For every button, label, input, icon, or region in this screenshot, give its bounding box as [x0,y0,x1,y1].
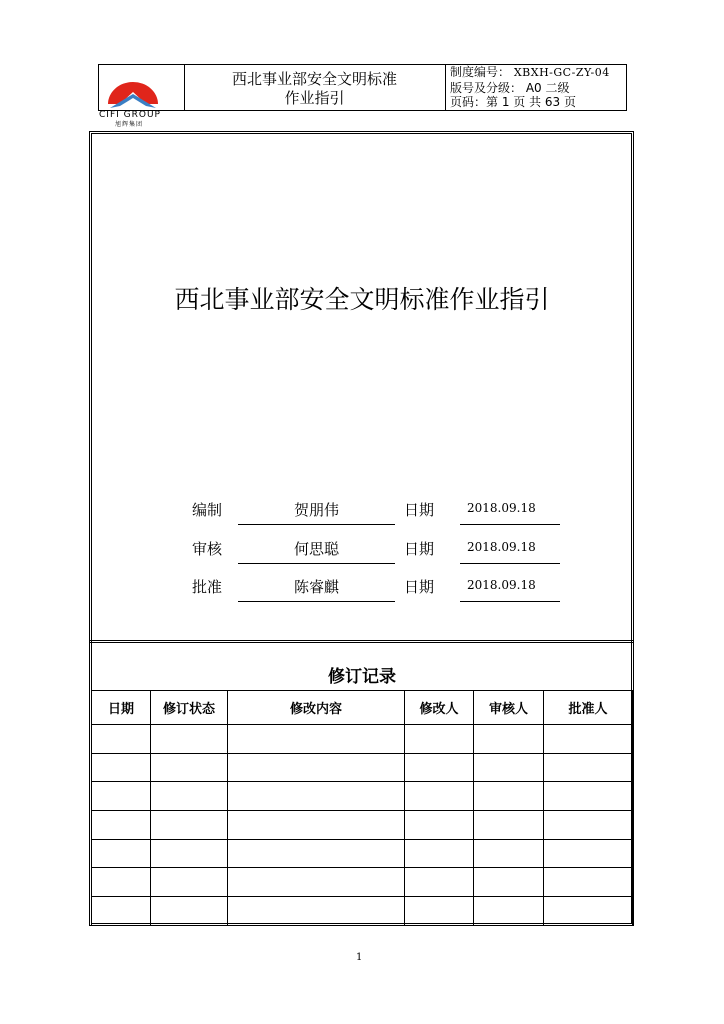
table-cell [228,753,405,782]
revision-table [91,690,633,926]
table-cell [405,868,474,897]
version: A0 二级 [525,80,570,95]
table-cell [92,811,151,840]
table-cell [405,839,474,868]
table-cell [474,839,544,868]
signoff-label: 批准 [192,578,223,596]
table-cell [544,782,633,811]
logo-text-en: CIFI GROUP [99,110,161,120]
table-cell [474,753,544,782]
date-label: 日期 [404,540,435,558]
doc-no-label: 制度编号： [450,65,511,79]
table-cell [474,725,544,754]
table-cell [151,811,228,840]
table-row [92,725,633,754]
revision-header-row [92,691,633,725]
col-header: 修改人 [405,691,474,725]
page-info: 页码：第 1 页 共 63 页 [450,95,576,109]
table-cell [92,725,151,754]
table-row [92,897,633,926]
table-cell [151,753,228,782]
signoff-date: 2018.09.18 [467,578,536,592]
table-cell [151,782,228,811]
table-cell [544,897,633,926]
table-cell [405,753,474,782]
table-cell [92,782,151,811]
table-cell [92,897,151,926]
table-cell [544,811,633,840]
col-header: 批准人 [544,691,633,725]
date-label: 日期 [404,501,435,519]
table-cell [474,782,544,811]
signoff-date: 2018.09.18 [467,501,536,515]
table-cell [544,839,633,868]
divider [89,640,634,643]
table-row [92,811,633,840]
table-cell [474,897,544,926]
table-cell [405,725,474,754]
table-cell [92,753,151,782]
table-cell [228,782,405,811]
signoff-name: 贺朋伟 [293,501,339,519]
col-header: 日期 [92,691,151,725]
table-cell [405,897,474,926]
doc-no: XBXH-GC-ZY-04 [513,66,610,79]
col-header: 修改内容 [228,691,405,725]
table-cell [228,868,405,897]
table-cell [92,868,151,897]
logo-text-cn: 旭辉集团 [115,121,144,128]
signoff-label: 编制 [192,501,223,519]
table-row [92,782,633,811]
page-number: 1 [356,952,363,963]
table-cell [405,782,474,811]
date-label: 日期 [404,578,435,596]
table-cell [544,868,633,897]
table-row [92,753,633,782]
cifi-logo-icon [106,80,160,110]
table-cell [151,725,228,754]
header-title-line1: 西北事业部安全文明标准 [231,70,397,88]
col-header: 审核人 [474,691,544,725]
table-cell [474,868,544,897]
table-cell [92,839,151,868]
col-header: 修订状态 [151,691,228,725]
table-row [92,868,633,897]
signoff-label: 审核 [192,540,223,558]
table-cell [151,839,228,868]
header-title-line2: 作业指引 [284,89,345,107]
table-cell [228,897,405,926]
table-cell [228,725,405,754]
table-cell [151,897,228,926]
version-label: 版号及分级： [450,80,523,95]
signoff-date: 2018.09.18 [467,540,536,554]
table-cell [405,811,474,840]
table-cell [228,811,405,840]
document-title: 西北事业部安全文明标准作业指引 [174,285,550,314]
table-cell [474,811,544,840]
table-cell [228,839,405,868]
header-title [185,70,444,108]
header-info [450,65,610,110]
table-cell [544,725,633,754]
revision-title: 修订记录 [328,667,396,687]
table-cell [544,753,633,782]
signoff-name: 何思聪 [293,540,339,558]
signoff-name: 陈睿麒 [293,578,339,596]
table-cell [151,868,228,897]
table-row [92,839,633,868]
